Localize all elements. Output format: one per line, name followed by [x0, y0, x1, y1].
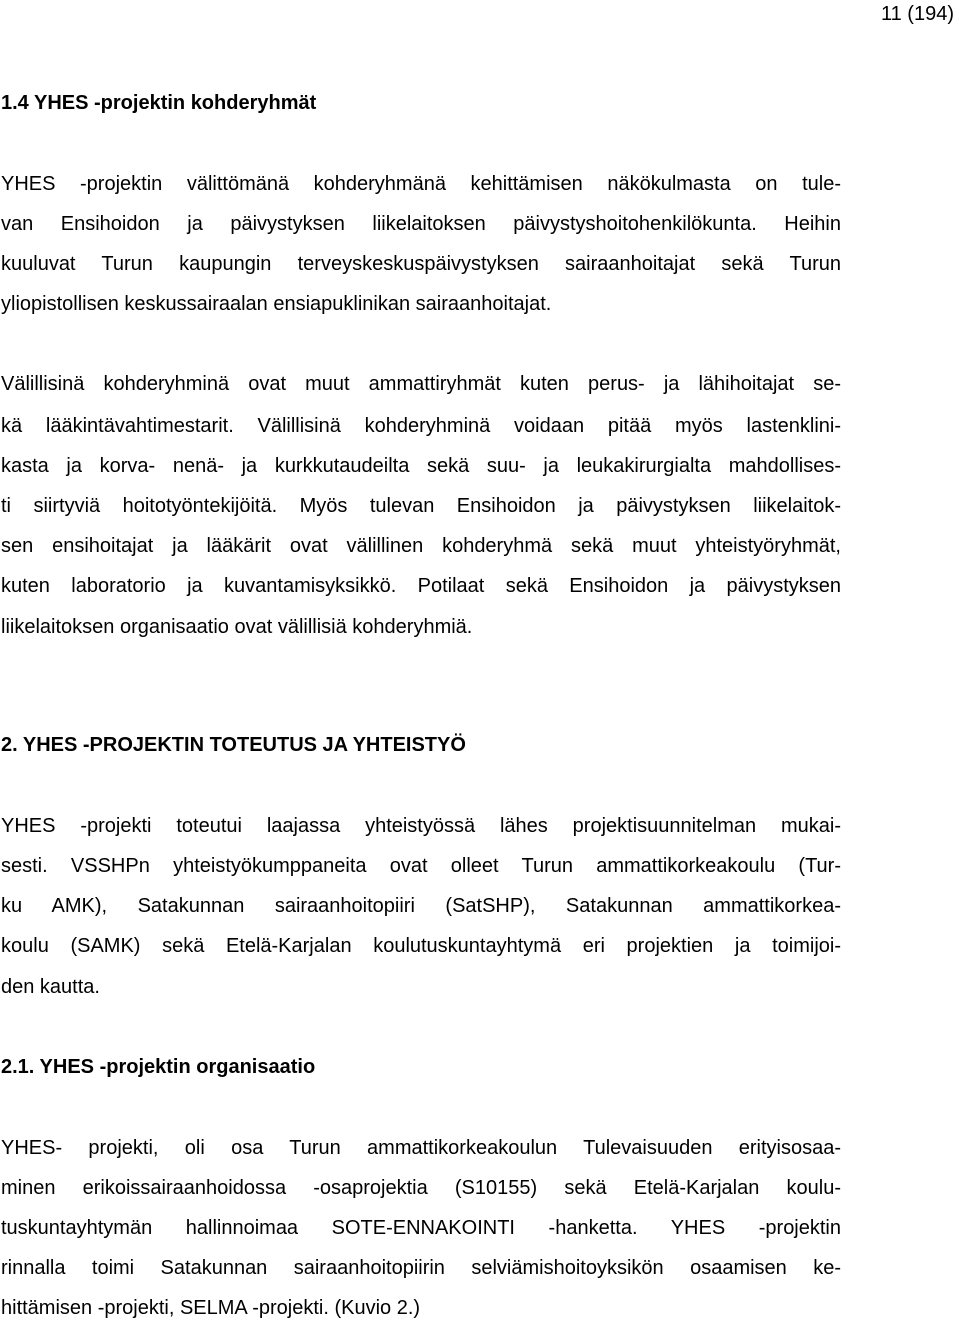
- section-heading-1-4: 1.4 YHES -projektin kohderyhmät: [1, 92, 317, 114]
- text-line: tuskuntayhtymän hallinnoimaa SOTE-ENNAKOINTI -hanketta. YHES -projektin: [1, 1217, 841, 1239]
- text-line: kuten laboratorio ja kuvantamisyksikkö. Potilaat sekä Ensihoidon ja päivystyksen: [1, 575, 841, 597]
- text-line: minen erikoissairaanhoidossa -osaprojektia (S10155) sekä Etelä-Karjalan koulu-: [1, 1177, 841, 1199]
- text-line: YHES- projekti, oli osa Turun ammattikorkeakoulun Tulevaisuuden erityisosaa-: [1, 1137, 841, 1159]
- page-number: 11 (194): [880, 3, 954, 25]
- text-line: kä lääkintävahtimestarit. Välillisinä kohderyhminä voidaan pitää myös lastenklini-: [1, 415, 841, 437]
- text-line: rinnalla toimi Satakunnan sairaanhoitopiirin selviämishoitoyksikön osaamisen ke-: [1, 1257, 841, 1279]
- text-line: sen ensihoitajat ja lääkärit ovat välillinen kohderyhmä sekä muut yhteistyöryhmät,: [1, 535, 841, 557]
- text-line: van Ensihoidon ja päivystyksen liikelaitoksen päivystyshoitohenkilökunta. Heihin: [1, 213, 841, 235]
- text-line: YHES -projekti toteutui laajassa yhteistyössä lähes projektisuunnitelman mukai-: [1, 815, 841, 837]
- text-line: den kautta.: [1, 976, 100, 998]
- section-heading-2-1: 2.1. YHES -projektin organisaatio: [1, 1056, 316, 1078]
- text-line: Välillisinä kohderyhminä ovat muut ammattiryhmät kuten perus- ja lähihoitajat se-: [1, 373, 841, 395]
- text-line: koulu (SAMK) sekä Etelä-Karjalan koulutuskuntayhtymä eri projektien ja toimijoi-: [1, 935, 841, 957]
- section-heading-2: 2. YHES -PROJEKTIN TOTEUTUS JA YHTEISTYÖ: [1, 734, 466, 756]
- text-line: ku AMK), Satakunnan sairaanhoitopiiri (SatSHP), Satakunnan ammattikorkea-: [1, 895, 841, 917]
- text-line: hittämisen -projekti, SELMA -projekti. (Kuvio 2.): [1, 1297, 421, 1319]
- text-line: ti siirtyviä hoitotyöntekijöitä. Myös tulevan Ensihoidon ja päivystyksen liikelaitok-: [1, 495, 841, 517]
- text-line: sesti. VSSHPn yhteistyökumppaneita ovat olleet Turun ammattikorkeakoulu (Tur-: [1, 855, 841, 877]
- text-line: kuuluvat Turun kaupungin terveyskeskuspäivystyksen sairaanhoitajat sekä Turun: [1, 253, 841, 275]
- text-line: yliopistollisen keskussairaalan ensiapuklinikan sairaanhoitajat.: [1, 293, 552, 315]
- text-line: liikelaitoksen organisaatio ovat välillisiä kohderyhmiä.: [1, 616, 473, 638]
- text-line: kasta ja korva- nenä- ja kurkkutaudeilta sekä suu- ja leukakirurgialta mahdollises-: [1, 455, 841, 477]
- text-line: YHES -projektin välittömänä kohderyhmänä kehittämisen näkökulmasta on tule-: [1, 173, 841, 195]
